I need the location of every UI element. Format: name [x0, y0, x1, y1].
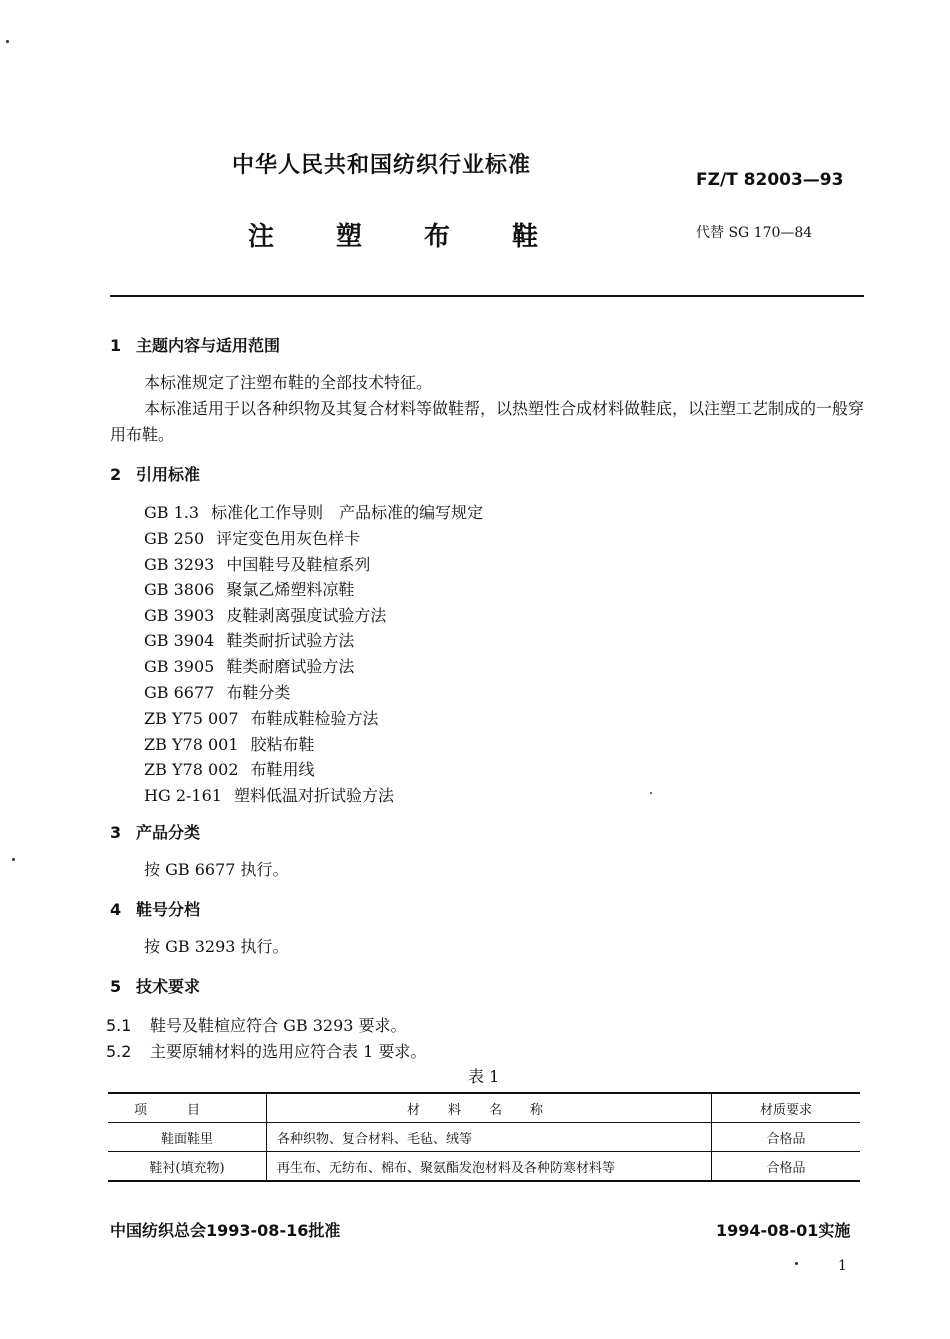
reference-item: [144, 680, 290, 703]
reference-item: [144, 706, 379, 729]
header-rule: [110, 295, 864, 297]
reference-title: 布鞋成鞋检验方法: [250, 709, 379, 728]
reference-title: 鞋类耐折试验方法: [226, 631, 355, 650]
cell-material: 再生布、无纺布、棉布、聚氨酯发泡材料及各种防寒材料等: [267, 1152, 712, 1182]
reference-code: GB 3806: [144, 580, 215, 599]
paragraph: 按 GB 6677 执行。: [144, 860, 289, 879]
clause-number: 5.1: [106, 1016, 132, 1035]
section-3-heading: [110, 820, 200, 843]
scan-speck: [650, 792, 652, 794]
page-number: 1: [838, 1258, 847, 1274]
reference-code: ZB Y75 007: [144, 709, 239, 728]
paragraph: 按 GB 3293 执行。: [144, 937, 289, 956]
cell-quality: 合格品: [712, 1152, 861, 1182]
clause-text: 鞋号及鞋楦应符合 GB 3293 要求。: [150, 1016, 407, 1035]
approval-date: 中国纺织总会1993-08-16批准: [110, 1221, 341, 1240]
scan-speck: [795, 1262, 798, 1265]
reference-code: GB 3293: [144, 555, 215, 574]
reference-title: 鞋类耐磨试验方法: [226, 657, 355, 676]
clause-5-2: [106, 1039, 426, 1062]
reference-title: 布鞋用线: [250, 760, 315, 779]
section-2-heading: [110, 462, 200, 485]
reference-item: [144, 783, 394, 806]
section-number: 5: [110, 977, 122, 996]
reference-title: 皮鞋剥离强度试验方法: [226, 606, 387, 625]
reference-code: GB 3903: [144, 606, 215, 625]
reference-title: 聚氯乙烯塑料凉鞋: [226, 580, 355, 599]
replaces-note: 代替 SG 170—84: [696, 225, 813, 241]
reference-code: HG 2-161: [144, 786, 222, 805]
reference-item: [144, 628, 354, 651]
document-title: 注塑布鞋: [248, 222, 601, 252]
reference-code: ZB Y78 002: [144, 760, 239, 779]
reference-item: [144, 757, 315, 780]
org-title: 中华人民共和国纺织行业标准: [232, 153, 532, 178]
section-title: 主题内容与适用范围: [136, 336, 281, 355]
reference-item: [144, 603, 386, 626]
reference-code: GB 6677: [144, 683, 215, 702]
reference-item: [144, 732, 315, 755]
section-1-heading: [110, 333, 280, 356]
reference-item: [144, 654, 354, 677]
table-header-row: [108, 1093, 860, 1123]
table-row: [108, 1123, 860, 1152]
paragraph: 本标准规定了注塑布鞋的全部技术特征。: [144, 373, 433, 392]
section-4-heading: [110, 897, 200, 920]
standard-number: FZ/T 82003—93: [696, 170, 844, 190]
table-row: [108, 1152, 860, 1182]
section-number: 3: [110, 823, 122, 842]
cell-item: 鞋衬(填充物): [108, 1152, 267, 1182]
reference-title: 中国鞋号及鞋楦系列: [226, 555, 371, 574]
reference-item: [144, 526, 360, 549]
section-number: 4: [110, 900, 122, 919]
section-number: 1: [110, 336, 122, 355]
table-caption: 表 1: [468, 1067, 500, 1086]
reference-code: ZB Y78 001: [144, 735, 239, 754]
reference-item: [144, 500, 483, 523]
header-item: 项目: [108, 1093, 267, 1123]
header-material-name: 材料名称: [267, 1093, 712, 1123]
header-quality-requirement: 材质要求: [712, 1093, 861, 1123]
reference-title: 胶粘布鞋: [250, 735, 315, 754]
reference-item: [144, 552, 370, 575]
implementation-date: 1994-08-01实施: [716, 1221, 851, 1240]
clause-5-1: [106, 1013, 407, 1036]
clause-text: 主要原辅材料的选用应符合表 1 要求。: [150, 1042, 427, 1061]
reference-title: 布鞋分类: [226, 683, 291, 702]
reference-title: 评定变色用灰色样卡: [216, 529, 361, 548]
section-title: 鞋号分档: [136, 900, 201, 919]
clause-number: 5.2: [106, 1042, 132, 1061]
reference-code: GB 1.3: [144, 503, 200, 522]
cell-quality: 合格品: [712, 1123, 861, 1152]
section-5-heading: [110, 974, 200, 997]
section-title: 技术要求: [136, 977, 201, 996]
materials-table: [108, 1092, 860, 1182]
scan-speck: [6, 40, 9, 43]
paragraph: 本标准适用于以各种织物及其复合材料等做鞋帮，以热塑性合成材料做鞋底，以注塑工艺制成的一般穿用布鞋。: [110, 399, 865, 444]
scan-speck: [12, 858, 15, 861]
reference-item: [144, 577, 354, 600]
cell-item: 鞋面鞋里: [108, 1123, 267, 1152]
section-title: 产品分类: [136, 823, 201, 842]
section-number: 2: [110, 465, 122, 484]
cell-material: 各种织物、复合材料、毛毡、绒等: [267, 1123, 712, 1152]
reference-title: 塑料低温对折试验方法: [233, 786, 394, 805]
section-title: 引用标准: [136, 465, 201, 484]
reference-code: GB 3905: [144, 657, 215, 676]
reference-title: 标准化工作导则 产品标准的编写规定: [211, 503, 484, 522]
reference-code: GB 250: [144, 529, 205, 548]
reference-code: GB 3904: [144, 631, 215, 650]
